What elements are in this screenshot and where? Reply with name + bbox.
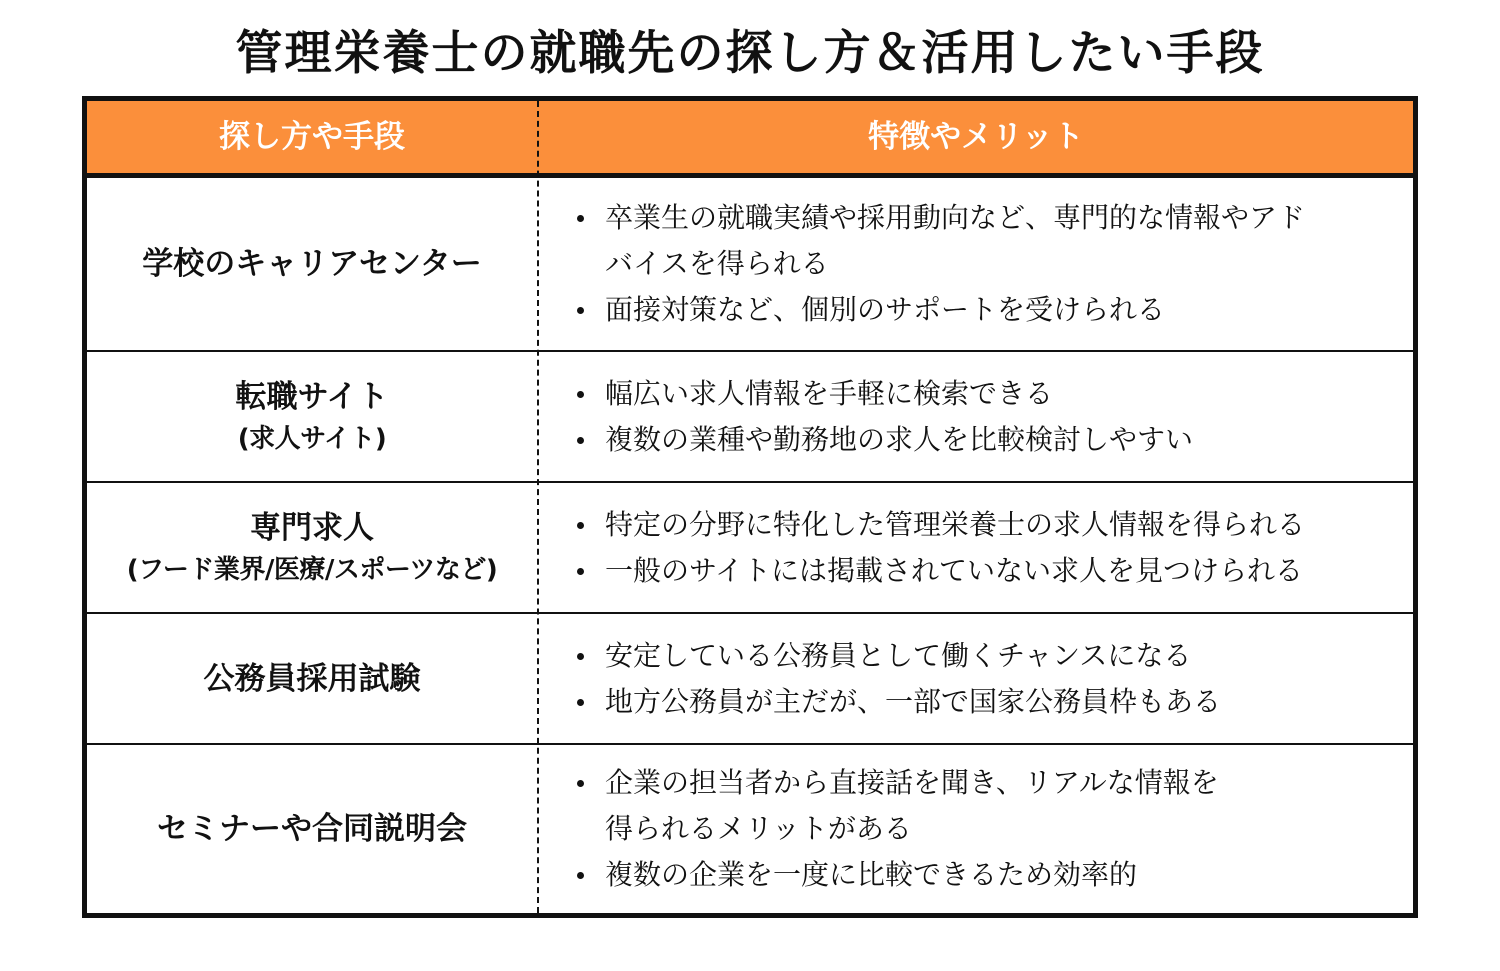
method-label: 公務員採用試験 [203, 660, 421, 697]
merit-text-line: 地方公務員が主だが、一部で国家公務員枠もある [605, 684, 1222, 718]
merits-cell [572, 178, 1402, 350]
list-item [572, 371, 1402, 417]
merit-text-line: 企業の担当者から直接話を聞き、リアルな情報を [605, 766, 1219, 799]
table-row [87, 352, 1413, 483]
merit-text-line: 一般のサイトには掲載されていない求人を見つけられる [605, 553, 1304, 587]
bullet-dot-icon [577, 391, 584, 398]
table-row [87, 178, 1413, 352]
method-cell [87, 483, 537, 612]
job-search-methods-table [82, 96, 1418, 918]
list-item [572, 760, 1402, 852]
table-row [87, 614, 1413, 745]
merit-text-line: 特定の分野に特化した管理栄養士の求人情報を得られる [605, 507, 1306, 541]
bullet-dot-icon [577, 653, 584, 660]
merits-cell [572, 614, 1402, 743]
method-label: 専門求人 [250, 509, 374, 546]
method-sublabel: (求人サイト) [237, 423, 387, 454]
merits-cell [572, 352, 1402, 481]
bullet-dot-icon [577, 699, 584, 706]
list-item [572, 548, 1402, 594]
column-divider [537, 101, 539, 913]
method-cell [87, 745, 537, 913]
method-cell [87, 352, 537, 481]
method-cell [87, 614, 537, 743]
header-merits: 特徴やメリット [868, 119, 1084, 155]
bullet-dot-icon [577, 215, 584, 222]
table-row [87, 745, 1413, 913]
table-row [87, 483, 1413, 614]
list-item [572, 417, 1402, 463]
merit-text-line: 幅広い求人情報を手軽に検索できる [605, 376, 1054, 410]
page-title: 管理栄養士の就職先の探し方＆活用したい手段 [235, 26, 1265, 81]
method-cell [87, 178, 537, 350]
bullet-dot-icon [577, 872, 584, 879]
list-item [572, 679, 1402, 725]
merits-cell [572, 483, 1402, 612]
bullet-dot-icon [577, 437, 584, 444]
bullet-dot-icon [577, 522, 584, 529]
bullet-dot-icon [577, 307, 584, 314]
bullet-dot-icon [577, 780, 584, 787]
merit-text-line: 卒業生の就職実績や採用動向など、専門的な情報やアド [605, 201, 1306, 234]
merit-text-line: 複数の業種や勤務地の求人を比較検討しやすい [605, 422, 1194, 456]
method-label: 転職サイト [235, 378, 389, 415]
merits-cell [572, 745, 1402, 913]
merit-text-line: 面接対策など、個別のサポートを受けられる [605, 293, 1166, 326]
list-item [572, 195, 1402, 287]
method-label: 学校のキャリアセンター [142, 246, 482, 282]
header-method: 探し方や手段 [219, 119, 405, 155]
list-item [572, 633, 1402, 679]
merit-text-line: 複数の企業を一度に比較できるため効率的 [605, 858, 1138, 891]
list-item [572, 502, 1402, 548]
method-label: セミナーや合同説明会 [157, 811, 467, 847]
merit-text-line: バイスを得られる [605, 247, 829, 280]
list-item [572, 852, 1402, 898]
table-header [87, 101, 1413, 178]
list-item [572, 287, 1402, 333]
merit-text-line: 得られるメリットがある [605, 812, 912, 845]
method-sublabel: (フード業界/医療/スポーツなど) [126, 554, 498, 585]
merit-text-line: 安定している公務員として働くチャンスになる [605, 638, 1192, 672]
bullet-dot-icon [577, 568, 584, 575]
